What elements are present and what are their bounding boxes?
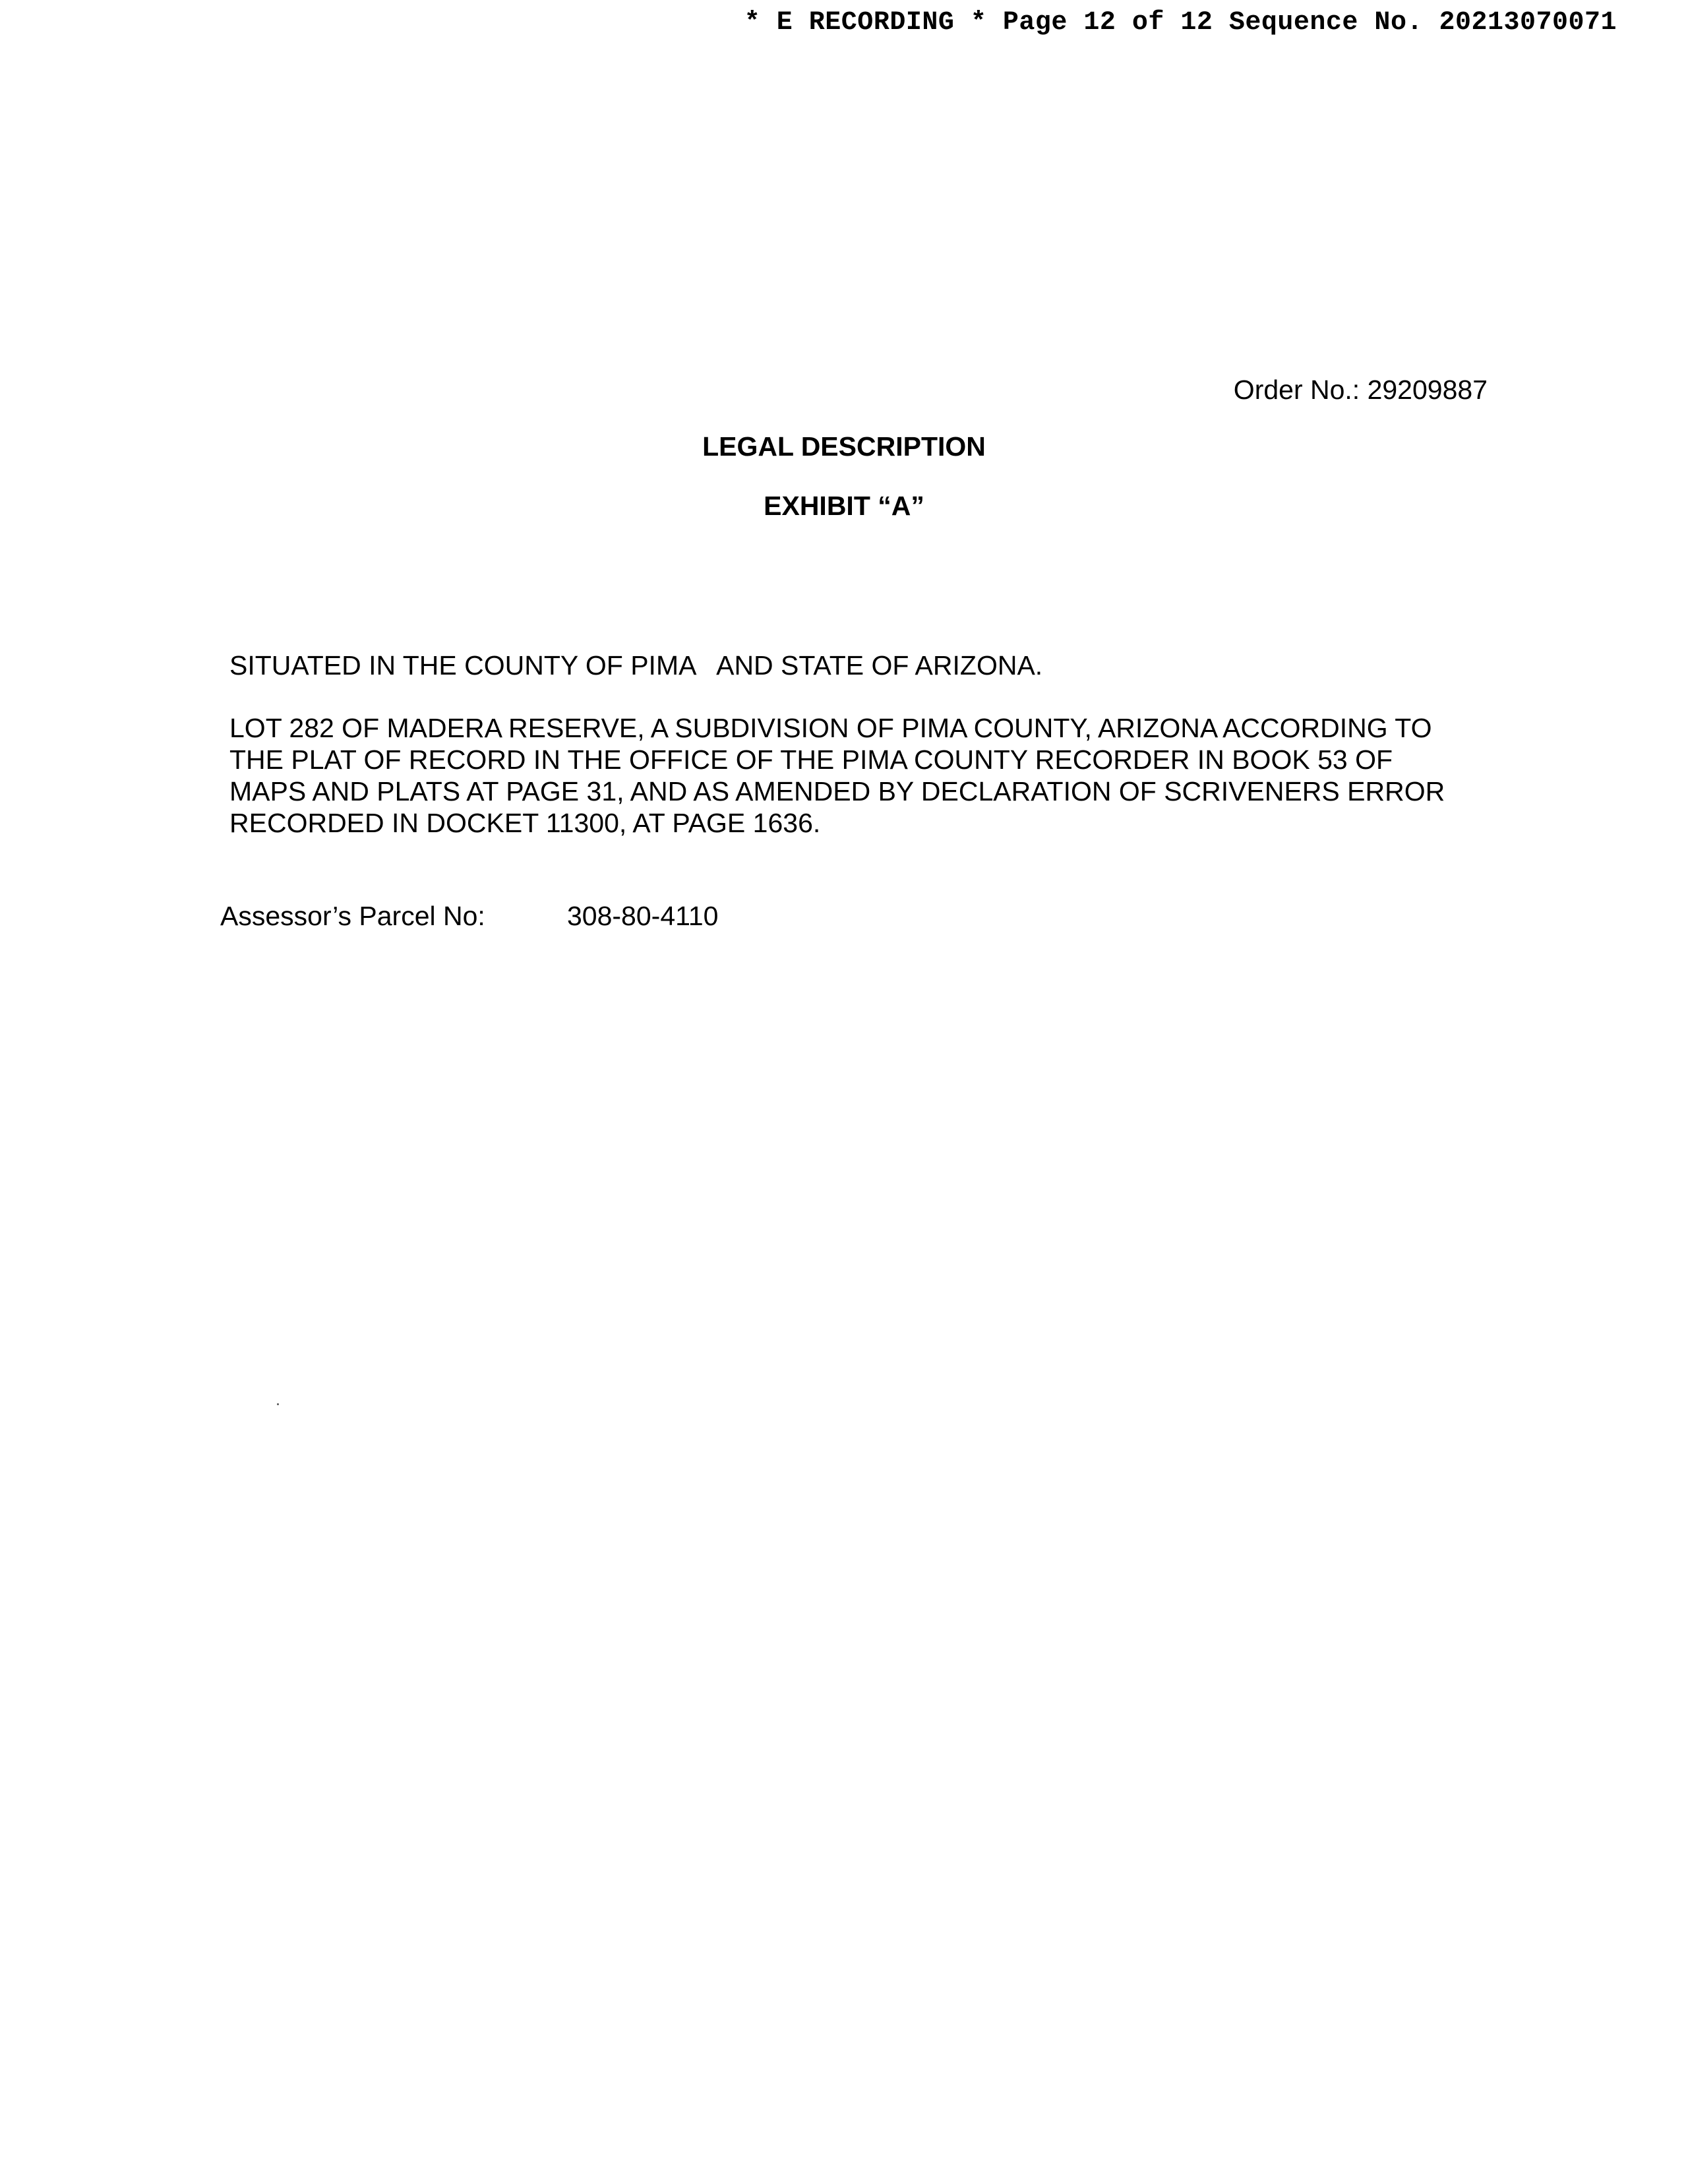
legal-description-heading: LEGAL DESCRIPTION [702,431,986,462]
situated-statement: SITUATED IN THE COUNTY OF PIMA AND STATE OF ARIZONA. [229,650,1043,681]
exhibit-heading: EXHIBIT “A” [764,491,924,521]
assessor-parcel-row [220,901,718,932]
lot-description-line: MAPS AND PLATS AT PAGE 31, AND AS AMENDED BY DECLARATION OF SCRIVENERS ERROR [229,776,1445,806]
parcel-label: Assessor’s Parcel No: [220,901,485,931]
lot-description [229,712,1482,839]
order-number: Order No.: 29209887 [1233,375,1488,405]
scan-speck [277,1403,279,1405]
lot-description-line: THE PLAT OF RECORD IN THE OFFICE OF THE PIMA COUNTY RECORDER IN BOOK 53 OF [229,744,1393,775]
lot-description-line: RECORDED IN DOCKET 11300, AT PAGE 1636. [229,808,821,838]
parcel-number: 308-80-4110 [567,901,719,931]
recording-stamp: * E RECORDING * Page 12 of 12 Sequence No. 20213070071 [744,8,1617,38]
lot-description-line: LOT 282 OF MADERA RESERVE, A SUBDIVISION OF PIMA COUNTY, ARIZONA ACCORDING TO [229,713,1432,743]
